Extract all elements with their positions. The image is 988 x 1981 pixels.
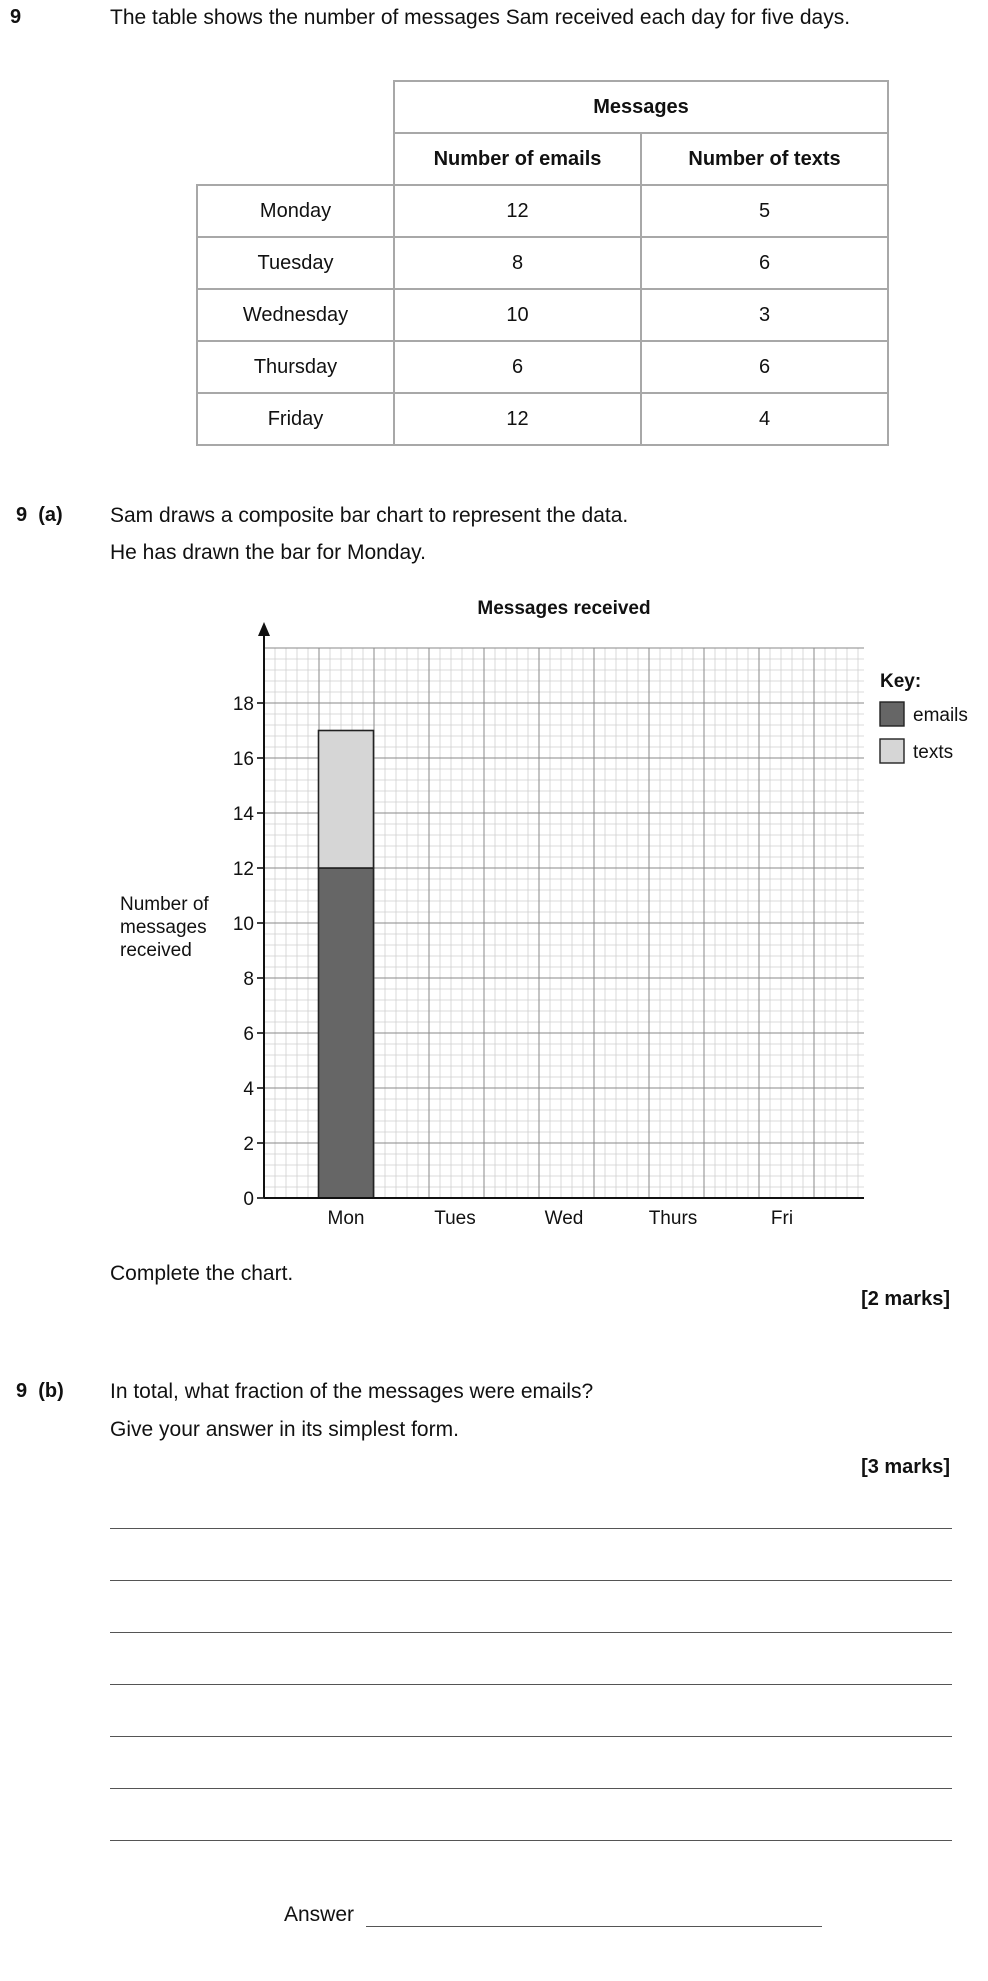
messages-table — [196, 80, 889, 446]
x-tick-label: Tues — [434, 1208, 476, 1229]
part-b-marks: [3 marks] — [861, 1456, 950, 1478]
x-tick-label: Fri — [770, 1208, 794, 1229]
answer-label: Answer — [284, 1903, 355, 1926]
y-axis-label: received — [120, 940, 192, 961]
legend-label-texts: texts — [913, 742, 954, 763]
row-texts: 6 — [641, 341, 888, 393]
y-tick-label: 4 — [243, 1079, 254, 1100]
legend-swatch-texts — [880, 739, 904, 763]
working-line[interactable] — [110, 1528, 952, 1529]
working-line[interactable] — [110, 1632, 952, 1633]
part-a-marks: [2 marks] — [861, 1288, 950, 1310]
bar-emails-mon — [319, 868, 374, 1198]
x-tick-label: Mon — [327, 1208, 365, 1229]
column-header-emails: Number of emails — [394, 133, 641, 185]
y-axis-label: Number of — [120, 894, 209, 915]
row-texts: 4 — [641, 393, 888, 445]
row-emails: 8 — [394, 237, 641, 289]
y-tick-label: 0 — [243, 1189, 254, 1210]
part-a-instruction: Complete the chart. — [110, 1262, 294, 1285]
legend-swatch-emails — [880, 702, 904, 726]
part-a-line2: He has drawn the bar for Monday. — [110, 541, 426, 564]
part-a-line1: Sam draws a composite bar chart to represent the data. — [110, 504, 629, 527]
y-tick-label: 10 — [232, 914, 254, 935]
row-texts: 6 — [641, 237, 888, 289]
y-tick-label: 14 — [232, 804, 254, 825]
chart-svg — [0, 580, 988, 1240]
x-tick-label: Wed — [544, 1208, 584, 1229]
row-emails: 10 — [394, 289, 641, 341]
row-texts: 3 — [641, 289, 888, 341]
table-row — [197, 237, 888, 289]
y-tick-label: 18 — [232, 694, 254, 715]
row-emails: 12 — [394, 185, 641, 237]
y-tick-label: 2 — [243, 1134, 254, 1155]
answer-line[interactable] — [366, 1926, 822, 1927]
row-texts: 5 — [641, 185, 888, 237]
row-emails: 12 — [394, 393, 641, 445]
table-row — [197, 341, 888, 393]
row-day: Friday — [197, 393, 394, 445]
y-tick-label: 12 — [232, 859, 254, 880]
y-tick-label: 16 — [232, 749, 254, 770]
bar-texts-mon — [319, 731, 374, 869]
y-tick-label: 8 — [243, 969, 254, 990]
part-b-line2: Give your answer in its simplest form. — [110, 1418, 459, 1441]
question-number: 9 — [10, 6, 22, 28]
working-line[interactable] — [110, 1684, 952, 1685]
y-axis-arrow-icon — [258, 622, 270, 636]
row-day: Thursday — [197, 341, 394, 393]
y-tick-label: 6 — [243, 1024, 254, 1045]
column-header-texts: Number of texts — [641, 133, 888, 185]
part-b-line1: In total, what fraction of the messages were emails? — [110, 1380, 594, 1403]
table-group-header: Messages — [394, 81, 888, 133]
composite-bar-chart — [0, 580, 988, 1240]
row-day: Wednesday — [197, 289, 394, 341]
chart-title: Messages received — [477, 598, 651, 619]
y-axis-label: messages — [120, 917, 207, 938]
working-line[interactable] — [110, 1840, 952, 1841]
row-emails: 6 — [394, 341, 641, 393]
working-line[interactable] — [110, 1580, 952, 1581]
working-line[interactable] — [110, 1736, 952, 1737]
table-row — [197, 185, 888, 237]
x-tick-label: Thurs — [648, 1208, 698, 1229]
table-row — [197, 393, 888, 445]
part-a-number: 9 (a) — [16, 504, 63, 526]
part-b-number: 9 (b) — [16, 1380, 64, 1402]
question-stem: The table shows the number of messages Sam received each day for five days. — [110, 6, 851, 29]
legend-label-emails: emails — [913, 705, 968, 726]
row-day: Tuesday — [197, 237, 394, 289]
legend-title: Key: — [880, 671, 922, 692]
working-line[interactable] — [110, 1788, 952, 1789]
row-day: Monday — [197, 185, 394, 237]
table-row — [197, 289, 888, 341]
